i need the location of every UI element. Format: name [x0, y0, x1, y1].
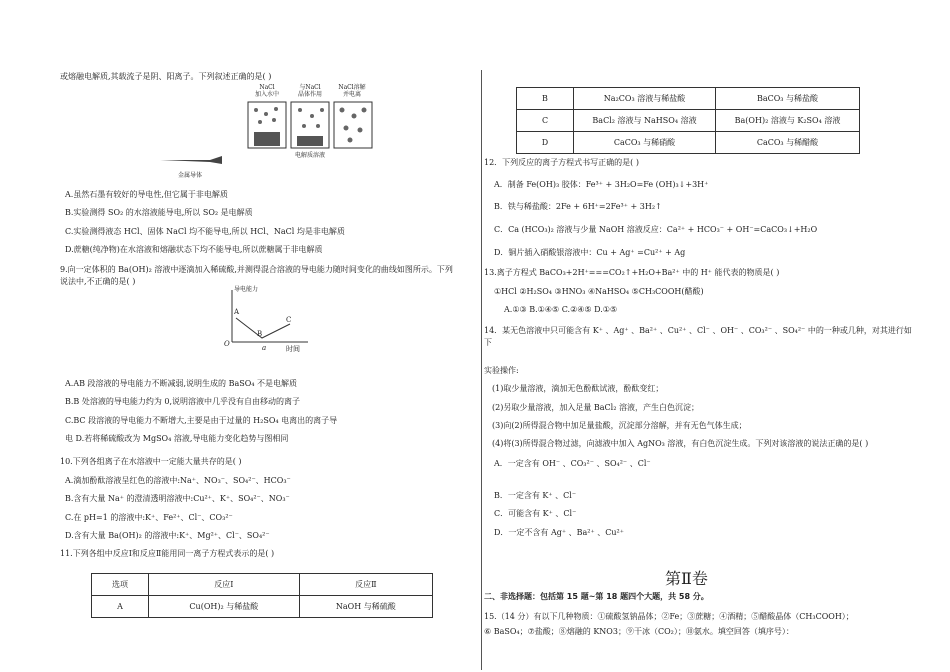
- column-divider: [481, 70, 482, 670]
- q14-op-3: (3)向(2)所得混合物中加足量盐酸，沉淀部分溶解，并有无色气体生成；: [492, 421, 747, 430]
- q15-line-1: 15.（14 分）有以下几种物质：①硫酸氢钠晶体；②Fe；③蔗糖；④酒精；⑤醋酸晶体（CH₃COOH）；: [484, 612, 854, 621]
- q10-stem: 10.下列各组离子在水溶液中一定能大量共存的是( ): [60, 457, 242, 466]
- table-header-cell: 选项: [92, 574, 149, 596]
- q11-table-part1: [91, 573, 433, 618]
- q9-stem-2: 说法中,不正确的是( ): [60, 277, 136, 286]
- q13-stem: 13.离子方程式 BaCO₃+2H⁺===CO₂↑+H₂O+Ba²⁺ 中的 H⁺ 能代表的物质是( ): [484, 268, 780, 277]
- table-row: [92, 596, 433, 618]
- graph-ylabel: 导电能力: [234, 286, 259, 293]
- graph-xlabel: 时间: [286, 345, 300, 353]
- q12-option-c: C．Ca (HCO₃)₂ 溶液与少量 NaOH 溶液反应：Ca²⁺ + HCO₃⁻ + OH⁻=CaCO₃↓+H₂O: [494, 225, 818, 234]
- q8-option-d: D.蔗糖(纯净物)在水溶液和熔融状态下均不能导电,所以蔗糖属于非电解质: [65, 245, 323, 254]
- q11-table-part2: [516, 87, 860, 154]
- q10-option-a: A.滴加酚酞溶液呈红色的溶液中:Na⁺、NO₃⁻、SO₄²⁻、HCO₃⁻: [65, 476, 291, 485]
- table-cell: Cu(OH)₂ 与稀盐酸: [149, 596, 300, 618]
- table-row: [517, 110, 860, 132]
- q10-option-d: D.含有大量 Ba(OH)₂ 的溶液中:K⁺、Mg²⁺、Cl⁻、SO₄²⁻: [65, 531, 270, 540]
- q9-option-d: 电 D.若将稀硫酸改为 MgSO₄ 溶液,导电能力变化趋势与图相同: [65, 434, 289, 443]
- graph-point-b: B: [257, 330, 263, 338]
- electrolysis-figure: [150, 82, 400, 187]
- q10-option-c: C.在 pH=1 的溶液中:K⁺、Fe²⁺、Cl⁻、CO₃²⁻: [65, 513, 233, 522]
- q14-option-d: D．一定不含有 Ag⁺ 、Ba²⁺ 、Cu²⁺: [494, 528, 624, 537]
- q14-option-c: C．可能含有 K⁺ 、Cl⁻: [494, 509, 577, 518]
- table-cell: CaCO₃ 与稀硝酸: [574, 132, 716, 154]
- table-cell: NaOH 与稀硫酸: [299, 596, 432, 618]
- volume-title: 第Ⅱ卷: [665, 569, 708, 588]
- table-cell: BaCl₂ 溶液与 NaHSO₄ 溶液: [574, 110, 716, 132]
- q9-option-b: B.B 处溶液的导电能力约为 0,说明溶液中几乎没有自由移动的离子: [65, 397, 301, 406]
- table-cell: BaCO₃ 与稀盐酸: [716, 88, 860, 110]
- graph-origin: O: [224, 340, 230, 348]
- conductivity-graph: [222, 286, 312, 356]
- graph-point-a: A: [234, 308, 240, 316]
- q15-line-2: ⑥ BaSO₄；⑦盐酸；⑧熔融的 KNO3；⑨干冰（CO₂）；⑩氨水。填空回答（填序号）：: [484, 627, 794, 636]
- fig-caption-3a: NaCl溶解: [338, 84, 366, 91]
- q12-option-d: D．铜片插入硝酸银溶液中：Cu + Ag⁺ =Cu²⁺ + Ag: [494, 248, 686, 257]
- table-row: [517, 88, 860, 110]
- graph-point-c: C: [286, 316, 292, 324]
- q14-op-2: (2)另取少量溶液，加入足量 BaCl₂ 溶液，产生白色沉淀；: [492, 403, 699, 412]
- table-row: [517, 132, 860, 154]
- fig-caption-1b: 加入水中: [254, 91, 279, 98]
- q8-option-b: B.实验测得 SO₂ 的水溶液能导电,所以 SO₂ 是电解质: [65, 208, 253, 217]
- fig-caption-2b: 晶体作用: [297, 91, 322, 98]
- q13-items: ①HCl ②H₂SO₄ ③HNO₃ ④NaHSO₄ ⑤CH₃COOH(醋酸): [494, 287, 704, 296]
- electrolyte-label: 电解质溶液: [294, 152, 325, 159]
- q13-options: A.①③ B.①④⑤ C.②④⑤ D.①⑤: [504, 305, 618, 314]
- table-cell: Na₂CO₃ 溶液与稀盐酸: [574, 88, 716, 110]
- q14-stem-1: 14．某无色溶液中只可能含有 K⁺ 、Ag⁺ 、Ba²⁺ 、Cu²⁺ 、Cl⁻ 、OH⁻ 、CO₃²⁻ 、SO₄²⁻ 中的一种或几种，对其进行如: [484, 326, 912, 335]
- q9-option-c: C.BC 段溶液的导电能力不断增大,主要是由于过量的 H₂SO₄ 电离出的离子导: [65, 416, 338, 425]
- q12-option-b: B．铁与稀盐酸：2Fe + 6H⁺=2Fe³⁺ + 3H₂↑: [494, 202, 662, 211]
- part2-heading: 二、非选择题：包括第 15 题~第 18 题四个大题，共 58 分。: [484, 592, 709, 601]
- q9-stem-1: 9.向一定体积的 Ba(OH)₂ 溶液中逐滴加入稀硫酸,并测得混合溶液的导电能力随时间变化的曲线如图所示。下列: [60, 265, 453, 274]
- table-cell: A: [92, 596, 149, 618]
- q12-stem: 12．下列反应的离子方程式书写正确的是( ): [484, 158, 639, 167]
- table-cell: C: [517, 110, 574, 132]
- q8-option-a: A.虽然石墨有较好的导电性,但它属于非电解质: [65, 190, 228, 199]
- q14-option-b: B．一定含有 K⁺ 、Cl⁻: [494, 491, 577, 500]
- q14-op-4: (4)将(3)所得混合物过滤，向滤液中加入 AgNO₃ 溶液，有白色沉淀生成。下列对该溶液的说法正确的是( ): [492, 439, 869, 448]
- table-header-cell: 反应Ⅰ: [149, 574, 300, 596]
- table-cell: D: [517, 132, 574, 154]
- q11-stem: 11.下列各组中反应Ⅰ和反应Ⅱ能用同一离子方程式表示的是( ): [60, 549, 275, 558]
- q14-option-a: A．一定含有 OH⁻ 、CO₃²⁻ 、SO₄²⁻ 、Cl⁻: [494, 459, 651, 468]
- table-cell: CaCO₃ 与稀醋酸: [716, 132, 860, 154]
- fig-caption-3b: 并电离: [342, 91, 361, 98]
- fig-caption-2a: 与NaCl: [299, 84, 321, 91]
- q14-ops-title: 实验操作:: [484, 366, 519, 375]
- q14-stem-2: 下: [484, 338, 492, 347]
- q14-op-1: (1)取少量溶液，滴加无色酚酞试液，酚酞变红；: [492, 384, 664, 393]
- q10-option-b: B.含有大量 Na⁺ 的澄清透明溶液中:Cu²⁺、K⁺、SO₄²⁻、NO₃⁻: [65, 494, 290, 503]
- table-header-cell: 反应Ⅱ: [299, 574, 432, 596]
- q12-option-a: A．制备 Fe(OH)₃ 胶体：Fe³⁺ + 3H₂O=Fe (OH)₃↓+3H⁺: [494, 180, 709, 189]
- fig-caption-1a: NaCl: [259, 84, 275, 91]
- conductor-label: 金属导体: [177, 172, 202, 179]
- table-cell: Ba(OH)₂ 溶液与 K₂SO₄ 溶液: [716, 110, 860, 132]
- table-cell: B: [517, 88, 574, 110]
- q8-option-c: C.实验测得液态 HCl、固体 NaCl 均不能导电,所以 HCl、NaCl 均是非电解质: [65, 227, 345, 236]
- table-header-row: [92, 574, 433, 596]
- graph-tick-a: a: [262, 344, 267, 352]
- q9-option-a: A.AB 段溶液的导电能力不断减弱,说明生成的 BaSO₄ 不是电解质: [65, 379, 298, 388]
- q8-intro: 或熔融电解质,其载流子是阴、阳离子。下列叙述正确的是( ): [60, 72, 272, 81]
